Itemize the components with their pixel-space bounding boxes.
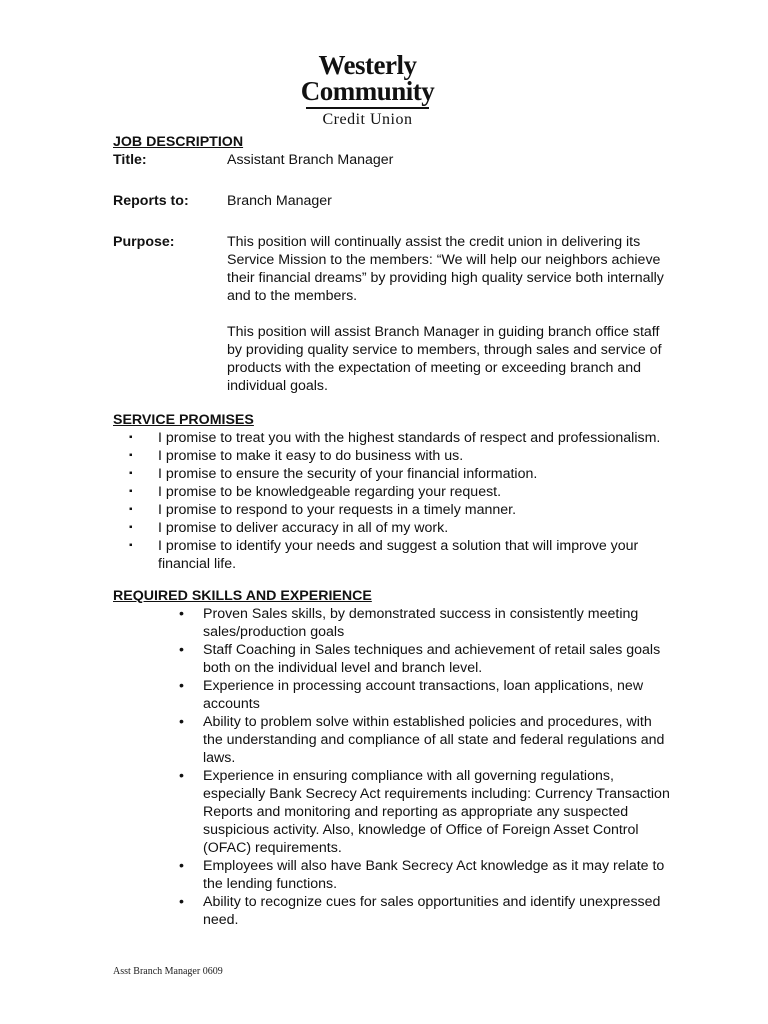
logo-line-community: Community — [300, 76, 435, 106]
square-bullet-icon: ▪ — [129, 486, 133, 497]
list-item-text: I promise to deliver accuracy in all of my work. — [158, 520, 449, 536]
title-value: Assistant Branch Manager — [227, 152, 394, 168]
round-bullet-icon: • — [179, 768, 184, 784]
required-skills-list — [113, 605, 673, 929]
round-bullet-icon: • — [179, 642, 184, 658]
list-item — [113, 519, 673, 537]
list-item-text: Ability to problem solve within established policies and procedures, with the understanding and compliance of all state and federal regulations and laws. — [203, 714, 665, 766]
list-item-text: I promise to identify your needs and suggest a solution that will improve your financial life. — [158, 538, 639, 572]
square-bullet-icon: ▪ — [129, 468, 133, 479]
logo-line-westerly: Westerly — [318, 50, 417, 80]
list-item-text: I promise to treat you with the highest standards of respect and professionalism. — [158, 430, 661, 446]
logo-line-credit-union: Credit Union — [322, 111, 413, 128]
round-bullet-icon: • — [179, 894, 184, 910]
square-bullet-icon: ▪ — [129, 522, 133, 533]
list-item — [113, 501, 673, 519]
list-item — [113, 893, 673, 929]
list-item — [113, 641, 673, 677]
list-item — [113, 465, 673, 483]
list-item-text: I promise to ensure the security of your financial information. — [158, 466, 538, 482]
purpose-label: Purpose: — [113, 234, 175, 250]
square-bullet-icon: ▪ — [129, 504, 133, 515]
round-bullet-icon: • — [179, 714, 184, 730]
list-item-text: I promise to respond to your requests in a timely manner. — [158, 502, 517, 518]
round-bullet-icon: • — [179, 606, 184, 622]
list-item-text: Employees will also have Bank Secrecy Act knowledge as it may relate to the lending functions. — [203, 858, 665, 892]
list-item-text: Experience in processing account transactions, loan applications, new accounts — [203, 678, 644, 712]
square-bullet-icon: ▪ — [129, 540, 133, 551]
square-bullet-icon: ▪ — [129, 450, 133, 461]
list-item-text: Experience in ensuring compliance with all governing regulations, especially Bank Secrecy Act requirements including: Currency Transaction Reports and monitoring and reporting as appropriate any suspected suspicious activity. Also, knowledge of Office of Foreign Asset Control (OFAC) requirements. — [203, 768, 670, 856]
round-bullet-icon: • — [179, 678, 184, 694]
list-item-text: Ability to recognize cues for sales opportunities and identify unexpressed need. — [203, 894, 661, 928]
page-footer: Asst Branch Manager 0609 — [113, 966, 223, 977]
list-item — [113, 483, 673, 501]
service-promises-list — [113, 429, 673, 573]
reports-to-value: Branch Manager — [227, 193, 332, 209]
purpose-paragraph-1: This position will continually assist the credit union in delivering its Service Mission to the members: “We will help our neighbors achieve their financial dreams” by providing high quality service both internally and to the members. — [227, 234, 664, 304]
purpose-paragraph-2: This position will assist Branch Manager in guiding branch office staff by providing quality service to members, through sales and service of products with the expectation of meeting or exceeding branch and individual goals. — [227, 324, 662, 394]
list-item — [113, 857, 673, 893]
list-item-text: I promise to be knowledgeable regarding your request. — [158, 484, 502, 500]
service-promises-heading: SERVICE PROMISES — [113, 412, 254, 428]
document-body — [113, 133, 673, 929]
job-description-heading: JOB DESCRIPTION — [113, 134, 244, 150]
list-item — [113, 429, 673, 447]
list-item — [113, 767, 673, 857]
title-label: Title: — [113, 152, 147, 168]
list-item-text: Proven Sales skills, by demonstrated success in consistently meeting sales/production goals — [203, 606, 639, 640]
purpose-value — [227, 233, 673, 395]
purpose-row — [113, 233, 673, 395]
square-bullet-icon: ▪ — [129, 432, 133, 443]
company-logo — [300, 52, 435, 129]
list-item-text: I promise to make it easy to do business with us. — [158, 448, 464, 464]
list-item — [113, 537, 673, 573]
reports-to-row — [113, 192, 673, 210]
logo-rule — [306, 107, 429, 109]
list-item — [113, 713, 673, 767]
list-item — [113, 677, 673, 713]
title-row — [113, 151, 673, 169]
round-bullet-icon: • — [179, 858, 184, 874]
list-item-text: Staff Coaching in Sales techniques and achievement of retail sales goals both on the individual level and branch level. — [203, 642, 661, 676]
list-item — [113, 605, 673, 641]
list-item — [113, 447, 673, 465]
required-skills-heading: REQUIRED SKILLS AND EXPERIENCE — [113, 588, 372, 604]
reports-to-label: Reports to: — [113, 193, 189, 209]
